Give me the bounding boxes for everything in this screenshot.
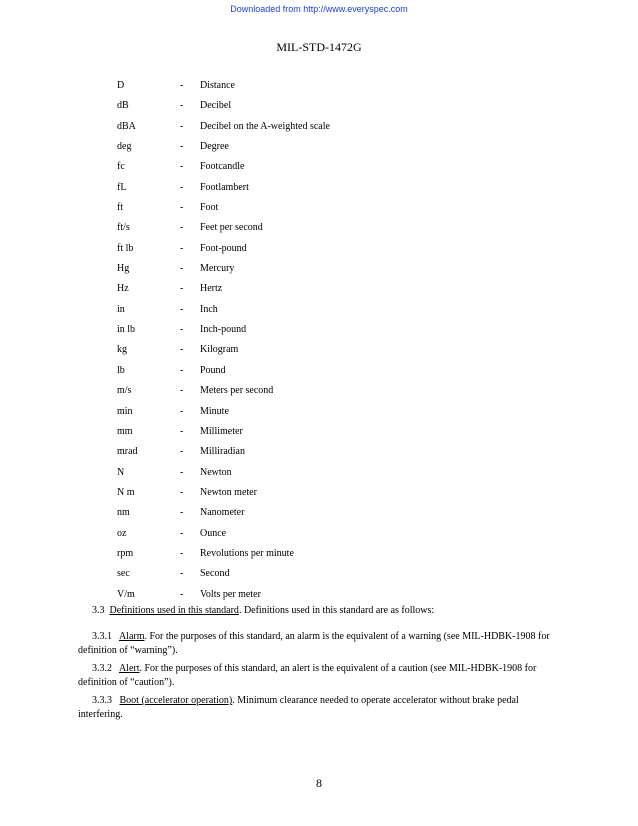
abbreviation-definition: Revolutions per minute [200, 547, 294, 559]
abbreviation-definition: Nanometer [200, 507, 245, 519]
abbreviation-row [0, 201, 638, 221]
section-3-3-2-paragraph [78, 662, 552, 690]
abbreviation-dash: - [180, 303, 184, 315]
abbreviation-dash: - [180, 364, 184, 376]
abbreviation-definition: Decibel on the A-weighted scale [200, 120, 330, 132]
section-heading: Alert [118, 663, 140, 674]
abbreviation-definition: Meters per second [200, 385, 274, 397]
abbreviation-term: ft lb [117, 242, 134, 254]
abbreviation-term: D [117, 80, 125, 91]
abbreviation-term: min [117, 405, 133, 417]
abbreviation-row [0, 506, 638, 526]
abbreviation-term: dB [117, 100, 129, 112]
abbreviation-row [0, 323, 638, 343]
abbreviation-dash: - [180, 80, 184, 91]
abbreviation-definition: Volts per meter [200, 588, 261, 600]
abbreviation-term: rpm [117, 547, 134, 559]
abbreviation-term: dBA [117, 120, 136, 132]
abbreviation-term: V/m [117, 588, 135, 600]
abbreviation-row [0, 262, 638, 282]
abbreviation-term: sec [117, 568, 130, 580]
abbreviation-term: N m [117, 486, 135, 498]
section-heading: Boot (accelerator operation) [119, 695, 233, 706]
section-text: . Definitions used in this standard are as follows: [238, 605, 435, 616]
abbreviation-dash: - [180, 547, 184, 559]
abbreviation-dash: - [180, 385, 184, 397]
abbreviation-definition: Millimeter [200, 425, 243, 437]
abbreviation-definition: Mercury [200, 263, 235, 275]
abbreviation-dash: - [180, 283, 184, 295]
abbreviation-definition: Ounce [200, 527, 227, 539]
section-3-3-3-paragraph [78, 694, 552, 722]
section-heading: Definitions used in this standard [109, 605, 239, 616]
abbreviation-term: ft [117, 202, 124, 214]
section-text: . Minimum clearance needed to operate accelerator without brake pedal interfering. [78, 695, 519, 720]
abbreviation-row [0, 405, 638, 425]
section-3-3-1-paragraph [78, 630, 552, 658]
abbreviation-row [0, 547, 638, 567]
section-text: . For the purposes of this standard, an alert is the equivalent of a caution (see MIL-HDBK-1908 for definition of “caution”). [78, 663, 537, 688]
abbreviation-term: mm [117, 425, 133, 437]
section-number: 3.3.1 [92, 631, 112, 642]
abbreviation-term: ft/s [117, 222, 130, 234]
abbreviation-definition: Second [200, 568, 230, 580]
abbreviation-term: mrad [117, 446, 138, 458]
abbreviation-dash: - [180, 568, 184, 580]
abbreviation-row [0, 567, 638, 587]
abbreviation-dash: - [180, 120, 184, 132]
section-3-3-paragraph [78, 604, 552, 618]
abbreviation-row [0, 364, 638, 384]
download-source-link[interactable]: Downloaded from http://www.everyspec.com [230, 4, 408, 14]
abbreviation-list [0, 79, 638, 608]
abbreviation-row [0, 527, 638, 547]
abbreviation-dash: - [180, 181, 184, 193]
abbreviation-row [0, 384, 638, 404]
abbreviation-term: fL [117, 181, 127, 193]
abbreviation-dash: - [180, 242, 184, 254]
abbreviation-row [0, 79, 638, 99]
abbreviation-row [0, 343, 638, 363]
abbreviation-row [0, 99, 638, 119]
abbreviation-row [0, 486, 638, 506]
abbreviation-term: in lb [117, 324, 136, 336]
abbreviation-dash: - [180, 405, 184, 417]
section-number: 3.3.3 [92, 695, 112, 706]
section-text: . For the purposes of this standard, an alarm is the equivalent of a warning (see MIL-HDBK-1908 for definition of “warning”). [78, 631, 550, 656]
abbreviation-definition: Feet per second [200, 222, 263, 234]
abbreviation-dash: - [180, 507, 184, 519]
abbreviation-row [0, 466, 638, 486]
abbreviation-definition: Minute [200, 405, 229, 417]
abbreviation-dash: - [180, 141, 184, 153]
abbreviation-definition: Kilogram [200, 344, 239, 356]
abbreviation-definition: Inch [200, 303, 218, 315]
abbreviation-definition: Footlambert [200, 181, 249, 193]
abbreviation-row [0, 221, 638, 241]
abbreviation-dash: - [180, 466, 184, 478]
abbreviation-definition: Degree [200, 141, 229, 153]
page-number: 8 [316, 776, 322, 790]
abbreviation-term: fc [117, 161, 125, 173]
abbreviation-dash: - [180, 222, 184, 234]
abbreviation-definition: Pound [200, 364, 226, 376]
abbreviation-term: N [117, 466, 125, 478]
abbreviation-term: kg [117, 344, 127, 356]
abbreviation-term: Hg [117, 263, 130, 275]
section-heading: Alarm [118, 631, 145, 642]
abbreviation-row [0, 282, 638, 302]
abbreviation-row [0, 242, 638, 262]
abbreviation-row [0, 303, 638, 323]
document-id-header: MIL-STD-1472G [276, 40, 362, 54]
abbreviation-definition: Newton [200, 466, 232, 478]
abbreviation-dash: - [180, 344, 184, 356]
abbreviation-row [0, 160, 638, 180]
abbreviation-dash: - [180, 263, 184, 275]
abbreviation-term: nm [117, 507, 130, 519]
abbreviation-definition: Milliradian [200, 446, 245, 458]
abbreviation-dash: - [180, 202, 184, 214]
abbreviation-definition: Foot-pound [200, 242, 247, 254]
abbreviation-term: m/s [117, 385, 132, 397]
abbreviation-dash: - [180, 486, 184, 498]
abbreviation-term: lb [117, 364, 125, 376]
abbreviation-row [0, 181, 638, 201]
abbreviation-dash: - [180, 425, 184, 437]
abbreviation-dash: - [180, 161, 184, 173]
abbreviation-definition: Inch-pound [200, 324, 247, 336]
abbreviation-term: Hz [117, 283, 129, 295]
abbreviation-dash: - [180, 527, 184, 539]
abbreviation-row [0, 445, 638, 465]
abbreviation-dash: - [180, 100, 184, 112]
abbreviation-term: deg [117, 141, 132, 153]
abbreviation-row [0, 140, 638, 160]
section-number: 3.3.2 [92, 663, 112, 674]
abbreviation-definition: Foot [200, 202, 219, 214]
abbreviation-term: oz [117, 527, 127, 539]
abbreviation-dash: - [180, 324, 184, 336]
abbreviation-definition: Footcandle [200, 161, 245, 173]
abbreviation-term: in [117, 303, 125, 315]
section-number: 3.3 [92, 605, 105, 616]
abbreviation-row [0, 425, 638, 445]
abbreviation-definition: Newton meter [200, 486, 257, 498]
abbreviation-dash: - [180, 446, 184, 458]
abbreviation-definition: Hertz [200, 283, 223, 295]
abbreviation-definition: Distance [200, 80, 235, 91]
abbreviation-row [0, 120, 638, 140]
abbreviation-dash: - [180, 588, 184, 600]
abbreviation-definition: Decibel [200, 100, 232, 112]
